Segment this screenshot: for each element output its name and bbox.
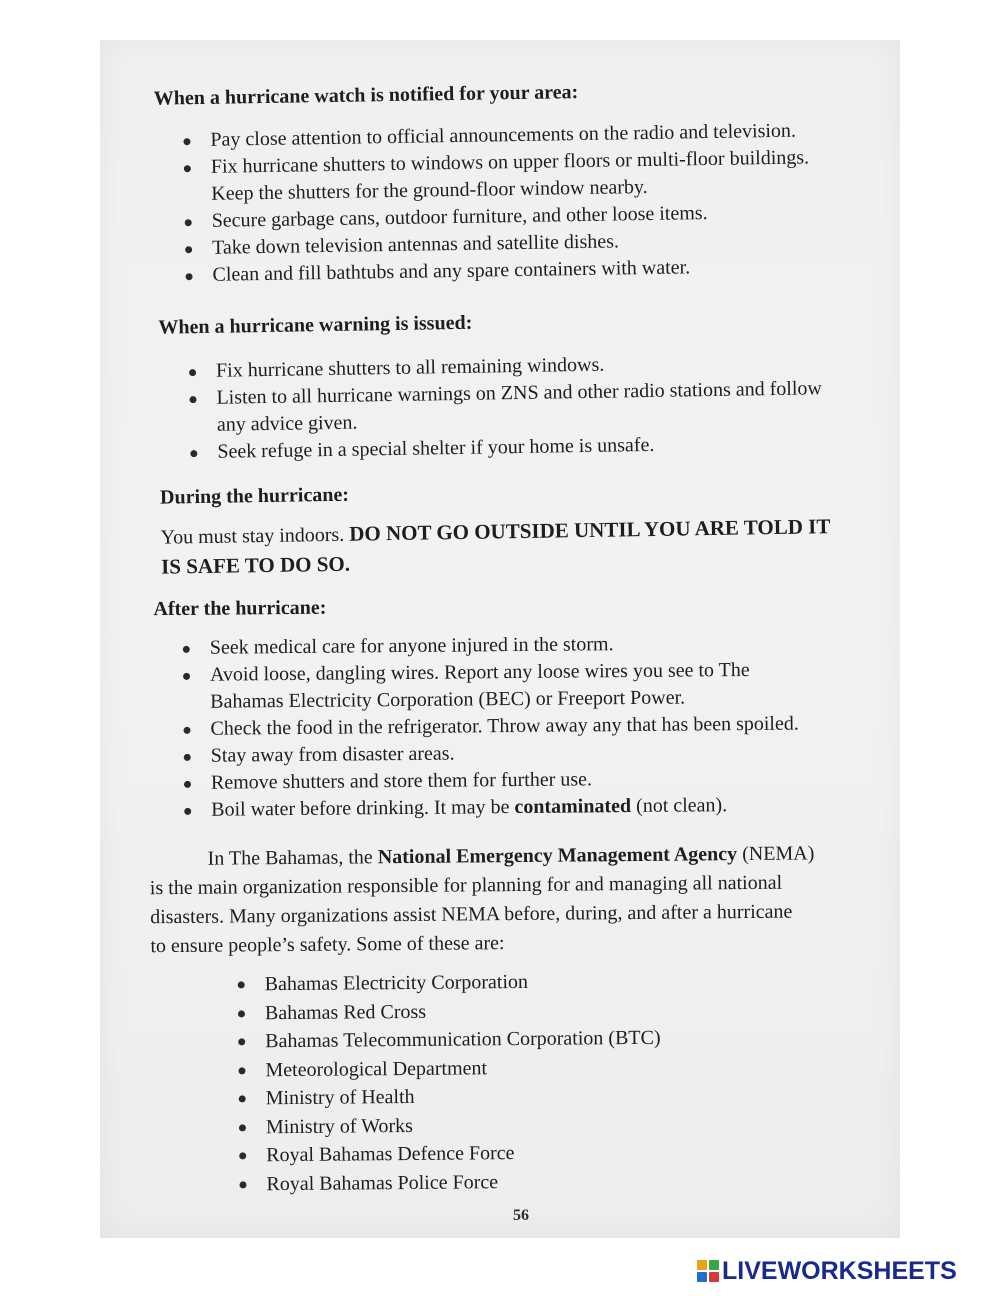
list-item: Take down television antennas and satellite dishes. xyxy=(185,225,811,262)
list-item: Listen to all hurricane warnings on ZNS and other radio stations and follow any advice given. xyxy=(189,375,822,439)
bullet-icon xyxy=(238,981,245,988)
page-number: 56 xyxy=(513,1207,529,1224)
bullet-icon xyxy=(183,673,190,680)
list-item: Bahamas Telecommunication Corporation (BTC) xyxy=(238,1024,661,1056)
during-text: You must stay indoors. DO NOT GO OUTSIDE UNTIL YOU ARE TOLD IT IS SAFE TO DO SO. xyxy=(160,514,831,579)
list-item: Secure garbage cans, outdoor furniture, and other loose items. xyxy=(185,198,811,235)
list-item: Bahamas Electricity Corporation xyxy=(238,967,661,999)
list-item: Bahamas Red Cross xyxy=(238,995,661,1027)
list-item: Seek refuge in a special shelter if your home is unsafe. xyxy=(190,429,823,466)
list-item: Remove shutters and store them for further use. xyxy=(184,765,800,797)
bullet-icon xyxy=(183,646,190,653)
list-item: Check the food in the refrigerator. Throw away any that has been spoiled. xyxy=(183,711,799,743)
list-item: Boil water before drinking. It may be contaminated (not clean). xyxy=(184,792,800,824)
nema-paragraph: In The Bahamas, the National Emergency Management Agency (NEMA) is the main organization responsible for planning for and managing all national disasters. Many organizations assist NEMA before, during, and after a hurricane to ensure people’s safety. Some of these are: xyxy=(149,842,815,958)
list-item: Ministry of Works xyxy=(239,1109,662,1141)
organizations-list xyxy=(238,967,662,1199)
warning-heading: When a hurricane warning is issued: xyxy=(158,311,473,339)
list-item: Avoid loose, dangling wires. Report any loose wires you see to The Bahamas Electricity Corporation (BEC) or Freeport Power. xyxy=(183,657,799,716)
after-list xyxy=(183,630,800,824)
list-item: Pay close attention to official announcements on the radio and television. xyxy=(183,117,809,154)
list-item: Royal Bahamas Police Force xyxy=(239,1166,662,1198)
bullet-icon xyxy=(183,727,190,734)
list-item: Meteorological Department xyxy=(238,1052,661,1084)
bullet-icon xyxy=(239,1152,246,1159)
bullet-icon xyxy=(184,808,191,815)
list-item: Seek medical care for anyone injured in the storm. xyxy=(183,630,799,662)
logo-mark-icon xyxy=(697,1260,719,1282)
list-item: Fix hurricane shutters to all remaining windows. xyxy=(189,348,822,385)
bullet-icon xyxy=(238,1038,245,1045)
bullet-icon xyxy=(238,1010,245,1017)
watch-heading: When a hurricane watch is notified for your area: xyxy=(153,81,579,110)
after-heading: After the hurricane: xyxy=(153,596,327,621)
bullet-icon xyxy=(239,1095,246,1102)
bullet-icon xyxy=(239,1124,246,1131)
list-item: Ministry of Health xyxy=(239,1081,662,1113)
liveworksheets-logo xyxy=(697,1257,957,1285)
bullet-icon xyxy=(184,754,191,761)
bullet-icon xyxy=(239,1181,246,1188)
list-item: Royal Bahamas Defence Force xyxy=(239,1138,662,1170)
list-item: Clean and fill bathtubs and any spare containers with water. xyxy=(185,252,811,289)
during-heading: During the hurricane: xyxy=(159,483,350,509)
list-item: Fix hurricane shutters to windows on upper floors or multi-floor buildings. Keep the shutters for the ground-floor window nearby. xyxy=(184,144,810,208)
bullet-icon xyxy=(184,781,191,788)
list-item: Stay away from disaster areas. xyxy=(184,738,800,770)
logo-text: LIVEWORKSHEETS xyxy=(722,1257,957,1285)
bullet-icon xyxy=(238,1067,245,1074)
